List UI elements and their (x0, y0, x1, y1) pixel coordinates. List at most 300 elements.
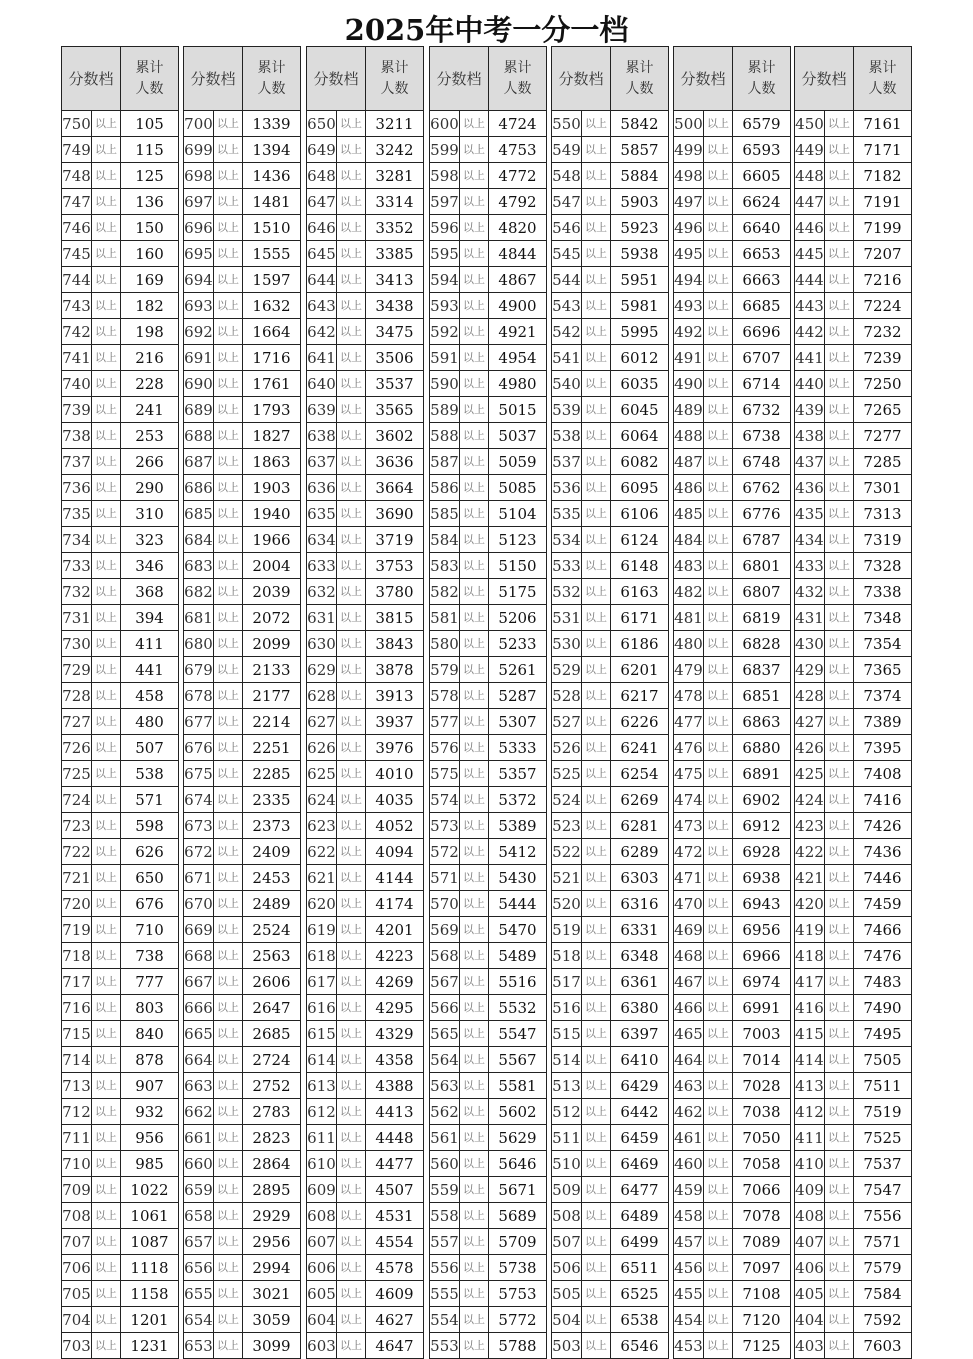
above-cell: 以上 (825, 943, 854, 969)
cumulative-cell: 7505 (854, 1047, 912, 1073)
table-row (795, 605, 912, 631)
above-cell: 以上 (337, 267, 366, 293)
above-cell: 以上 (582, 1047, 611, 1073)
above-cell: 以上 (460, 1073, 489, 1099)
cumulative-cell: 2285 (243, 761, 301, 787)
cumulative-cell: 5671 (489, 1177, 547, 1203)
cumulative-cell: 228 (121, 371, 179, 397)
score-cell: 616 (307, 995, 337, 1021)
table-row (62, 943, 179, 969)
above-cell: 以上 (704, 631, 733, 657)
table-row (184, 137, 301, 163)
cumulative-cell: 6776 (733, 501, 791, 527)
above-cell: 以上 (825, 995, 854, 1021)
above-cell: 以上 (92, 787, 121, 813)
score-cell: 495 (674, 241, 704, 267)
above-cell: 以上 (460, 631, 489, 657)
score-block-table (61, 46, 179, 1359)
table-row (184, 787, 301, 813)
score-cell: 706 (62, 1255, 92, 1281)
score-cell: 618 (307, 943, 337, 969)
score-cell: 711 (62, 1125, 92, 1151)
table-row (184, 527, 301, 553)
table-row (430, 1255, 547, 1281)
score-cell: 705 (62, 1281, 92, 1307)
table-row (307, 319, 424, 345)
table-row (430, 657, 547, 683)
cumulative-cell: 5995 (611, 319, 669, 345)
above-cell: 以上 (460, 1281, 489, 1307)
table-row (795, 241, 912, 267)
score-cell: 464 (674, 1047, 704, 1073)
table-row (430, 787, 547, 813)
above-cell: 以上 (214, 1021, 243, 1047)
above-cell: 以上 (825, 319, 854, 345)
above-cell: 以上 (582, 111, 611, 137)
cumulative-cell: 2409 (243, 839, 301, 865)
above-cell: 以上 (582, 917, 611, 943)
cumulative-cell: 7301 (854, 475, 912, 501)
above-cell: 以上 (337, 1281, 366, 1307)
table-row (430, 579, 547, 605)
score-cell: 657 (184, 1229, 214, 1255)
score-block-table (306, 46, 424, 1359)
cumulative-cell: 160 (121, 241, 179, 267)
table-row (184, 605, 301, 631)
score-block (183, 46, 300, 1355)
above-cell: 以上 (825, 423, 854, 449)
table-row (674, 813, 791, 839)
score-cell: 710 (62, 1151, 92, 1177)
table-row (552, 345, 669, 371)
score-cell: 663 (184, 1073, 214, 1099)
score-cell: 689 (184, 397, 214, 423)
above-cell: 以上 (460, 1255, 489, 1281)
above-cell: 以上 (582, 969, 611, 995)
table-row (62, 605, 179, 631)
score-cell: 421 (795, 865, 825, 891)
score-cell: 431 (795, 605, 825, 631)
cumulative-cell: 5389 (489, 813, 547, 839)
score-cell: 695 (184, 241, 214, 267)
table-row (430, 1203, 547, 1229)
score-cell: 634 (307, 527, 337, 553)
table-row (430, 943, 547, 969)
cumulative-cell: 6956 (733, 917, 791, 943)
above-cell: 以上 (92, 1151, 121, 1177)
table-row (184, 189, 301, 215)
cumulative-cell: 7537 (854, 1151, 912, 1177)
table-row (184, 657, 301, 683)
above-cell: 以上 (825, 215, 854, 241)
above-cell: 以上 (460, 891, 489, 917)
score-cell: 670 (184, 891, 214, 917)
above-cell: 以上 (214, 683, 243, 709)
cumulative-cell: 2864 (243, 1151, 301, 1177)
cumulative-cell: 6380 (611, 995, 669, 1021)
score-cell: 491 (674, 345, 704, 371)
above-cell: 以上 (337, 579, 366, 605)
score-cell: 721 (62, 865, 92, 891)
table-row (552, 397, 669, 423)
above-cell: 以上 (460, 969, 489, 995)
table-row (430, 1307, 547, 1333)
cumulative-cell: 738 (121, 943, 179, 969)
table-row (552, 1151, 669, 1177)
table-row (307, 553, 424, 579)
cumulative-cell: 7511 (854, 1073, 912, 1099)
table-row (184, 683, 301, 709)
score-cell: 680 (184, 631, 214, 657)
above-cell: 以上 (704, 969, 733, 995)
score-cell: 728 (62, 683, 92, 709)
table-row (307, 1099, 424, 1125)
above-cell: 以上 (92, 631, 121, 657)
cumulative-header-line1: 累计 (625, 59, 654, 76)
table-row (430, 267, 547, 293)
score-cell: 417 (795, 969, 825, 995)
cumulative-cell: 7466 (854, 917, 912, 943)
table-row (62, 137, 179, 163)
score-cell: 621 (307, 865, 337, 891)
table-row (184, 449, 301, 475)
score-cell: 694 (184, 267, 214, 293)
score-cell: 673 (184, 813, 214, 839)
table-row (674, 1229, 791, 1255)
cumulative-cell: 5629 (489, 1125, 547, 1151)
table-row (430, 137, 547, 163)
cumulative-header-line1: 累计 (503, 59, 532, 76)
cumulative-cell: 6819 (733, 605, 791, 631)
score-cell: 608 (307, 1203, 337, 1229)
score-cell: 515 (552, 1021, 582, 1047)
score-cell: 675 (184, 761, 214, 787)
above-cell: 以上 (92, 111, 121, 137)
table-row (184, 215, 301, 241)
table-row (184, 943, 301, 969)
score-cell: 537 (552, 449, 582, 475)
above-cell: 以上 (582, 449, 611, 475)
cumulative-cell: 4792 (489, 189, 547, 215)
score-cell: 619 (307, 917, 337, 943)
table-row (674, 163, 791, 189)
table-row (552, 1021, 669, 1047)
cumulative-cell: 3537 (366, 371, 424, 397)
score-cell: 735 (62, 501, 92, 527)
cumulative-cell: 5444 (489, 891, 547, 917)
cumulative-cell: 4201 (366, 917, 424, 943)
table-row (552, 1255, 669, 1281)
score-cell: 547 (552, 189, 582, 215)
score-cell: 595 (430, 241, 460, 267)
score-header: 分数档 (430, 47, 489, 111)
score-cell: 509 (552, 1177, 582, 1203)
table-row (62, 865, 179, 891)
score-cell: 633 (307, 553, 337, 579)
above-cell: 以上 (825, 345, 854, 371)
table-row (307, 241, 424, 267)
above-cell: 以上 (337, 137, 366, 163)
cumulative-cell: 2214 (243, 709, 301, 735)
score-block (794, 46, 911, 1355)
above-cell: 以上 (582, 891, 611, 917)
table-row (62, 449, 179, 475)
cumulative-header-line2: 人数 (257, 80, 286, 97)
cumulative-cell: 4772 (489, 163, 547, 189)
cumulative-cell: 115 (121, 137, 179, 163)
above-cell: 以上 (704, 839, 733, 865)
above-cell: 以上 (704, 1255, 733, 1281)
above-cell: 以上 (704, 163, 733, 189)
table-row (430, 241, 547, 267)
score-cell: 435 (795, 501, 825, 527)
above-cell: 以上 (337, 813, 366, 839)
cumulative-cell: 710 (121, 917, 179, 943)
cumulative-cell: 3719 (366, 527, 424, 553)
cumulative-cell: 4867 (489, 267, 547, 293)
above-cell: 以上 (92, 1021, 121, 1047)
table-row (674, 1255, 791, 1281)
score-cell: 496 (674, 215, 704, 241)
above-cell: 以上 (825, 839, 854, 865)
above-cell: 以上 (460, 553, 489, 579)
table-row (552, 787, 669, 813)
table-row (795, 553, 912, 579)
cumulative-cell: 2524 (243, 917, 301, 943)
cumulative-cell: 7265 (854, 397, 912, 423)
table-row (795, 657, 912, 683)
score-cell: 479 (674, 657, 704, 683)
score-cell: 717 (62, 969, 92, 995)
score-cell: 642 (307, 319, 337, 345)
above-cell: 以上 (92, 137, 121, 163)
table-row (552, 501, 669, 527)
above-cell: 以上 (92, 1073, 121, 1099)
cumulative-cell: 6851 (733, 683, 791, 709)
score-cell: 466 (674, 995, 704, 1021)
table-row (552, 1229, 669, 1255)
above-cell: 以上 (825, 1125, 854, 1151)
score-cell: 593 (430, 293, 460, 319)
table-row (62, 683, 179, 709)
score-cell: 666 (184, 995, 214, 1021)
cumulative-cell: 3565 (366, 397, 424, 423)
table-row (307, 579, 424, 605)
cumulative-cell: 4052 (366, 813, 424, 839)
score-cell: 709 (62, 1177, 92, 1203)
above-cell: 以上 (214, 917, 243, 943)
cumulative-cell: 5884 (611, 163, 669, 189)
table-row (184, 319, 301, 345)
above-cell: 以上 (704, 657, 733, 683)
cumulative-cell: 7525 (854, 1125, 912, 1151)
table-row (62, 397, 179, 423)
cumulative-cell: 1510 (243, 215, 301, 241)
above-cell: 以上 (337, 501, 366, 527)
cumulative-cell: 3780 (366, 579, 424, 605)
cumulative-cell: 7207 (854, 241, 912, 267)
table-row (430, 527, 547, 553)
above-cell: 以上 (92, 839, 121, 865)
score-cell: 749 (62, 137, 92, 163)
above-cell: 以上 (337, 683, 366, 709)
above-cell: 以上 (582, 1333, 611, 1359)
above-cell: 以上 (582, 1307, 611, 1333)
table-row (307, 527, 424, 553)
above-cell: 以上 (337, 1151, 366, 1177)
cumulative-cell: 7476 (854, 943, 912, 969)
table-row (795, 969, 912, 995)
score-cell: 480 (674, 631, 704, 657)
table-row (307, 605, 424, 631)
score-cell: 454 (674, 1307, 704, 1333)
table-row (307, 1229, 424, 1255)
cumulative-cell: 7003 (733, 1021, 791, 1047)
cumulative-cell: 198 (121, 319, 179, 345)
above-cell: 以上 (337, 631, 366, 657)
score-cell: 638 (307, 423, 337, 449)
cumulative-cell: 4954 (489, 345, 547, 371)
above-cell: 以上 (337, 995, 366, 1021)
cumulative-cell: 7436 (854, 839, 912, 865)
cumulative-cell: 6807 (733, 579, 791, 605)
cumulative-cell: 7389 (854, 709, 912, 735)
table-row (674, 1073, 791, 1099)
above-cell: 以上 (214, 475, 243, 501)
cumulative-cell: 2823 (243, 1125, 301, 1151)
score-cell: 729 (62, 657, 92, 683)
above-cell: 以上 (460, 527, 489, 553)
table-row (430, 423, 547, 449)
score-cell: 599 (430, 137, 460, 163)
cumulative-cell: 105 (121, 111, 179, 137)
table-row (795, 709, 912, 735)
cumulative-cell: 6442 (611, 1099, 669, 1125)
table-row (795, 813, 912, 839)
cumulative-cell: 676 (121, 891, 179, 917)
table-row (674, 345, 791, 371)
score-cell: 524 (552, 787, 582, 813)
cumulative-cell: 4358 (366, 1047, 424, 1073)
score-cell: 428 (795, 683, 825, 709)
header-row (430, 47, 547, 111)
score-cell: 522 (552, 839, 582, 865)
score-cell: 566 (430, 995, 460, 1021)
score-block (551, 46, 668, 1355)
cumulative-cell: 6429 (611, 1073, 669, 1099)
table-row (62, 215, 179, 241)
score-cell: 487 (674, 449, 704, 475)
above-cell: 以上 (582, 475, 611, 501)
table-row (430, 1177, 547, 1203)
score-cell: 478 (674, 683, 704, 709)
cumulative-cell: 7495 (854, 1021, 912, 1047)
score-cell: 637 (307, 449, 337, 475)
table-row (795, 397, 912, 423)
score-cell: 699 (184, 137, 214, 163)
cumulative-cell: 6538 (611, 1307, 669, 1333)
score-cell: 546 (552, 215, 582, 241)
score-cell: 584 (430, 527, 460, 553)
table-row (62, 579, 179, 605)
score-cell: 517 (552, 969, 582, 995)
table-row (795, 137, 912, 163)
table-row (795, 1177, 912, 1203)
above-cell: 以上 (704, 137, 733, 163)
table-row (674, 215, 791, 241)
table-row (62, 553, 179, 579)
score-cell: 523 (552, 813, 582, 839)
cumulative-header-line1: 累计 (257, 59, 286, 76)
above-cell: 以上 (214, 579, 243, 605)
table-row (795, 761, 912, 787)
score-cell: 449 (795, 137, 825, 163)
cumulative-cell: 7277 (854, 423, 912, 449)
cumulative-cell: 5772 (489, 1307, 547, 1333)
cumulative-header-line1: 累计 (135, 59, 164, 76)
cumulative-cell: 1158 (121, 1281, 179, 1307)
cumulative-cell: 985 (121, 1151, 179, 1177)
score-cell: 570 (430, 891, 460, 917)
score-cell: 494 (674, 267, 704, 293)
score-cell: 520 (552, 891, 582, 917)
score-cell: 591 (430, 345, 460, 371)
score-cell: 525 (552, 761, 582, 787)
above-cell: 以上 (337, 1099, 366, 1125)
table-row (184, 1125, 301, 1151)
above-cell: 以上 (214, 397, 243, 423)
above-cell: 以上 (337, 969, 366, 995)
cumulative-cell: 458 (121, 683, 179, 709)
above-cell: 以上 (92, 657, 121, 683)
score-cell: 416 (795, 995, 825, 1021)
above-cell: 以上 (582, 631, 611, 657)
score-cell: 713 (62, 1073, 92, 1099)
table-row (307, 449, 424, 475)
table-row (795, 865, 912, 891)
score-cell: 605 (307, 1281, 337, 1307)
cumulative-cell: 7038 (733, 1099, 791, 1125)
table-row (552, 423, 669, 449)
score-cell: 739 (62, 397, 92, 423)
above-cell: 以上 (582, 839, 611, 865)
score-cell: 536 (552, 475, 582, 501)
table-row (795, 267, 912, 293)
score-cell: 458 (674, 1203, 704, 1229)
above-cell: 以上 (704, 1125, 733, 1151)
cumulative-cell: 6837 (733, 657, 791, 683)
score-block (61, 46, 178, 1355)
table-row (552, 111, 669, 137)
above-cell: 以上 (704, 449, 733, 475)
above-cell: 以上 (214, 1203, 243, 1229)
score-cell: 636 (307, 475, 337, 501)
table-row (552, 865, 669, 891)
above-cell: 以上 (337, 293, 366, 319)
score-cell: 743 (62, 293, 92, 319)
above-cell: 以上 (704, 735, 733, 761)
above-cell: 以上 (460, 787, 489, 813)
table-row (430, 865, 547, 891)
score-cell: 427 (795, 709, 825, 735)
above-cell: 以上 (92, 1125, 121, 1151)
table-row (795, 683, 912, 709)
cumulative-cell: 2685 (243, 1021, 301, 1047)
table-row (430, 553, 547, 579)
above-cell: 以上 (704, 1151, 733, 1177)
cumulative-cell: 6762 (733, 475, 791, 501)
above-cell: 以上 (704, 189, 733, 215)
